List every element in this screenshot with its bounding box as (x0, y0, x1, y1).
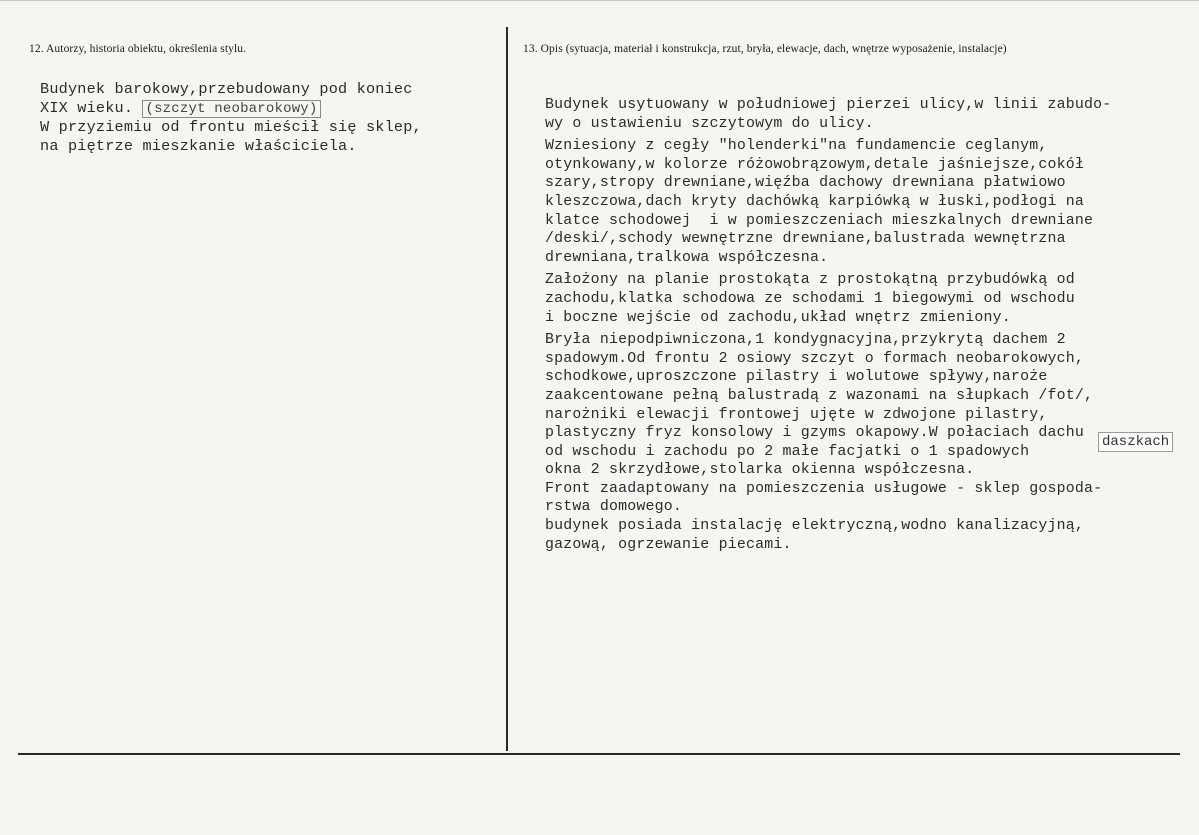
section-12-line (40, 99, 422, 119)
section-12-line: W przyziemiu od frontu mieścił się sklep, (40, 118, 422, 136)
section-12-line: na piętrze mieszkanie właściciela. (40, 136, 357, 155)
pasted-correction-label: daszkach (1098, 432, 1173, 452)
description-paragraph: Założony na planie prostokąta z prostokątną przybudówką od zachodu,klatka schodowa ze schodami 1 biegowymi od wschodu i boczne wejście od zachodu,układ wnętrz zmieniony. (545, 272, 1075, 326)
section-12-heading: 12. Autorzy, historia obiektu, określenia stylu. (29, 43, 247, 55)
section-13-text (545, 96, 1111, 554)
description-paragraph: Wzniesiony z cegły "holenderki"na fundamencie ceglanym, otynkowany,w kolorze różowobrązowym,detale jaśniejsze,cokół szary,stropy drewniane,więźba dachowy drewniana płatwiowo kleszczowa,dach kryty dachówką karpiówką w łuski,podłogi na klatce schodowej i w pomieszczeniach mieszkalnych drewniane /deski/,schody wewnętrzne drewniane,balustrada wewnętrzna drewniana,tralkowa współczesna. (545, 138, 1094, 266)
description-paragraph: Bryła niepodpiwniczona,1 kondygnacyjna,przykrytą dachem 2 spadowym.Od frontu 2 osiowy szczyt o formach neobarokowych, schodkowe,uproszczone pilastry i wolutowe spływy,naroże zaakcentowane pełną balustradą z wazonami na słupkach /fot/, narożniki elewacji frontowej ujęte w zdwojone pilastry, plastyczny fryz konsolowy i gzyms okapowy.W połaciach dachu od wschodu i zachodu po 2 małe facjatki o 1 spadowych okna 2 skrzydłowe,stolarka okienna współczesna. Front zaadaptowany na pomieszczenia usługowe - sklep gospoda- rstwa domowego. budynek posiada instalację elektryczną,wodno kanalizacyjną, gazową, ogrzewanie piecami. (545, 332, 1103, 553)
section-13-heading: 13. Opis (sytuacja, materiał i konstrukcja, rzut, bryła, elewacje, dach, wnętrze wyposażenie, instalacje) (523, 43, 1007, 55)
description-paragraph: Budynek usytuowany w południowej pierzei ulicy,w linii zabudo- wy o ustawieniu szczytowym do ulicy. (545, 97, 1112, 132)
section-12-line-main: XIX wieku. (40, 98, 134, 117)
bottom-divider (18, 753, 1180, 755)
typed-note-box: (szczyt neobarokowy) (142, 100, 320, 118)
section-12-line: Budynek barokowy,przebudowany pod koniec (40, 80, 413, 98)
section-12-text (40, 80, 422, 155)
column-divider (506, 27, 508, 751)
